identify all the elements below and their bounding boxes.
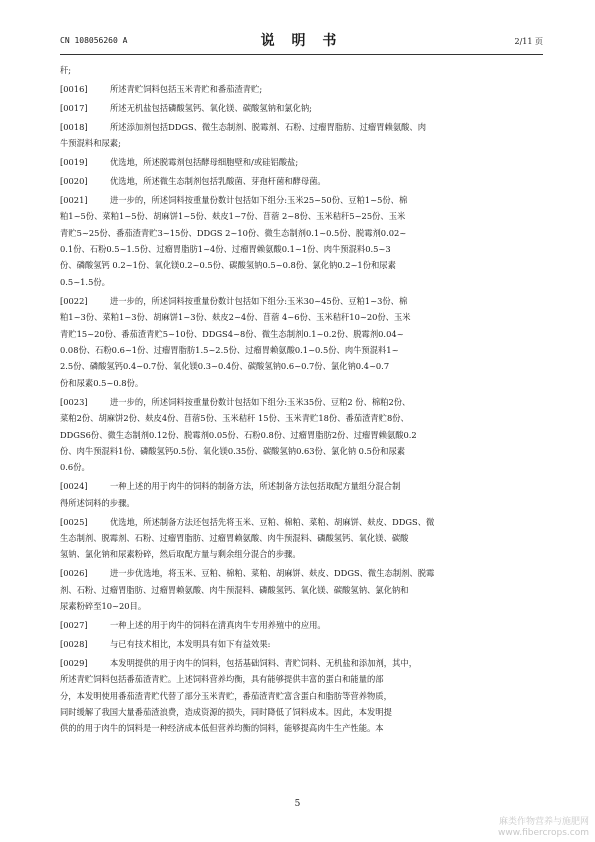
paragraph [60, 192, 543, 290]
paragraph-first-line [60, 119, 543, 135]
watermark-title: 麻类作物营养与施肥网 [498, 817, 589, 827]
paragraph-text: 进一步优选地，将玉米、豆粕、棉粕、菜粕、胡麻饼、麸皮、DDGS、微生态制剂、脱霉 [110, 568, 435, 579]
paragraph-text: 优选地，所述微生态制剂包括乳酸菌、芽孢杆菌和酵母菌。 [110, 175, 326, 186]
paragraph [60, 655, 543, 737]
paragraph-line: 0.6份。 [60, 462, 90, 473]
paragraph-line: 0.08份、石粉0.6~1份、过瘤胃脂肪1.5~2.5份、过瘤胃赖氨酸0.1~0.5份、肉牛预混料1~ [60, 345, 399, 355]
paragraph [60, 293, 543, 391]
patent-number: CN 108056260 A [60, 36, 128, 45]
paragraph-text: 所述无机盐包括磷酸氢钙、氧化镁、碳酸氢钠和氯化钠; [110, 102, 312, 113]
paragraph-line: 生态制剂、脱霉剂、石粉、过瘤胃脂肪、过瘤胃赖氨酸、肉牛预混料、磷酸氢钙、氧化镁、碳酸 [60, 532, 409, 543]
paragraph-text: 本发明提供的用于肉牛的饲料，包括基础饲料、青贮饲料、无机盐和添加剂，其中， [110, 657, 417, 668]
paragraph-number: [0029] [60, 657, 88, 668]
paragraph-line: 尿素粉碎至10~20目。 [60, 601, 147, 612]
paragraph-number: [0021] [60, 194, 88, 205]
paragraph-text: 进一步的，所述饲料按重量份数计包括如下组分:玉米25~50份、豆粕1~5份、棉 [110, 194, 408, 205]
paragraph-line: 同时缓解了我国大量番茄渣浪费，造成资源的损失，同时降低了饲料成本。因此，本发明提 [60, 707, 392, 718]
paragraph-number: [0017] [60, 102, 88, 113]
paragraph-first-line [60, 81, 543, 97]
paragraph-line: 分，本发明使用番茄渣青贮代替了部分玉米青贮，番茄渣青贮富含蛋白和脂肪等营养物质， [60, 690, 392, 701]
paragraph [60, 81, 543, 97]
paragraph-line: DDGS6份、微生态制剂0.12份、脱霉剂0.05份、石粉0.8份、过瘤胃脂肪2份、过瘤胃赖氨酸0.2 [60, 429, 417, 440]
paragraph-line: 牛预混料和尿素; [60, 138, 121, 149]
paragraph-number: [0019] [60, 157, 88, 168]
paragraph-first-line [60, 565, 543, 581]
paragraph [60, 394, 543, 476]
paragraph-first-line [60, 636, 543, 652]
paragraph-text: 优选地，所述脱霉剂包括酵母细胞壁和/或硅铝酸盐; [110, 157, 299, 168]
paragraph [60, 565, 543, 614]
paragraph-number: [0020] [60, 175, 88, 186]
paragraph-first-line [60, 100, 543, 116]
paragraph-line: 青贮15~20份、番茄渣青贮5~10份、DDGS4~8份、微生态制剂0.1~0.2份、脱霉剂0.04~ [60, 328, 404, 339]
paragraph-line: 剂、石粉、过瘤胃脂肪、过瘤胃赖氨酸、肉牛预混料、磷酸氢钙、氧化镁、碳酸氢钠、氯化钠和 [60, 584, 409, 595]
paragraph-line: 粕1~5份、菜粕1~5份、胡麻饼1~5份、麸皮1~7份、苜蓿 2~8份、玉米秸秆5~25份、玉米 [60, 211, 406, 222]
paragraph-number: [0023] [60, 396, 88, 407]
paragraph [60, 478, 543, 511]
paragraph-text: 优选地，所述制备方法还包括先将玉米、豆粕、棉粕、菜粕、胡麻饼、麸皮、DDGS、微 [110, 516, 435, 527]
continuation-line: 秆; [60, 65, 72, 75]
paragraph [60, 119, 543, 152]
paragraph-line: 份、肉牛预混料1份、磷酸氢钙0.5份、氧化镁0.35份、碳酸氢钠0.63份、氯化钠 0.5份和尿素 [60, 445, 406, 456]
paragraph-text: 所述添加剂包括DDGS、微生态制剂、脱霉剂、石粉、过瘤胃脂肪、过瘤胃赖氨酸、肉 [110, 121, 427, 132]
paragraph [60, 100, 543, 116]
paragraph [60, 636, 543, 652]
paragraph-text: 一种上述的用于肉牛的饲料的制备方法，所述制备方法包括取配方量组分混合制 [110, 481, 401, 492]
paragraph-first-line [60, 173, 543, 189]
page-header [60, 30, 543, 55]
paragraph-text: 与已有技术相比，本发明具有如下有益效果: [110, 638, 271, 649]
watermark-url: www.fibercrops.com [498, 828, 589, 838]
paragraph-number: [0018] [60, 121, 88, 132]
paragraph-first-line [60, 394, 543, 410]
paragraph-line: 0.1份、石粉0.5~1.5份、过瘤胃脂肪1~4份、过瘤胃赖氨酸0.1~1份、肉牛预混料0.5~3 [60, 244, 391, 255]
paragraph-line: 0.5~1.5份。 [60, 276, 110, 287]
paragraph-line: 氢钠、氯化钠和尿素粉碎，然后取配方量与剩余组分混合的步骤。 [60, 549, 301, 560]
paragraph-number: [0027] [60, 620, 88, 630]
paragraph-number: [0026] [60, 568, 88, 579]
paragraph-number: [0024] [60, 481, 88, 492]
document-title: 说 明 书 [260, 33, 343, 49]
paragraph-line: 份、磷酸氢钙 0.2~1份、氧化镁0.2~0.5份、碳酸氢钠0.5~0.8份、氯化钠0.2~1份和尿素 [60, 260, 396, 271]
page-count: 2/11 页 [514, 37, 543, 46]
site-watermark [498, 817, 589, 839]
paragraph-first-line [60, 478, 543, 494]
paragraph-text: 所述青贮饲料包括玉米青贮和番茄渣青贮; [110, 83, 263, 94]
paragraph [60, 617, 543, 633]
paragraph [60, 154, 543, 170]
paragraph-number: [0028] [60, 638, 88, 649]
paragraph-line: 粕1~3份、菜粕1~3份、胡麻饼1~3份、麸皮2~4份、苜蓿 4~6份、玉米秸秆10~20份、玉米 [60, 312, 411, 323]
paragraph-number: [0016] [60, 83, 88, 94]
paragraph-line: 2.5份、磷酸氢钙0.4~0.7份、氧化镁0.3~0.4份、碳酸氢钠0.6~0.7份、氯化钠0.4~0.7 [60, 361, 390, 372]
paragraph-number: [0022] [60, 295, 88, 306]
paragraph-line: 得所述饲料的步骤。 [60, 497, 135, 508]
paragraph-line: 青贮5~25份、番茄渣青贮3~15份、DDGS 2~10份、微生态制剂0.1~0.5份、脱霉剂0.02~ [60, 227, 407, 238]
page-number: 5 [294, 799, 301, 809]
paragraph-first-line [60, 655, 543, 671]
paragraph-line: 供的的用于肉牛的饲料是一种经济成本低但营养均衡的饲料，能够提高肉牛生产性能。本 [60, 723, 384, 734]
paragraph [60, 173, 543, 189]
paragraph-text: 进一步的，所述饲料按重量份数计包括如下组分:玉米30~45份、豆粕1~3份、棉 [110, 295, 408, 306]
paragraph-first-line [60, 293, 543, 309]
paragraph-line: 份和尿素0.5~0.8份。 [60, 377, 144, 388]
paragraph-first-line [60, 192, 543, 208]
paragraph-text: 一种上述的用于肉牛的饲料在清真肉牛专用养殖中的应用。 [110, 620, 326, 630]
description-body [60, 62, 543, 737]
paragraph-line: 所述青贮饲料包括番茄渣青贮。上述饲料营养均衡，具有能够提供丰富的蛋白和能量的部 [60, 674, 384, 685]
paragraph-number: [0025] [60, 516, 88, 527]
paragraph-first-line [60, 617, 543, 633]
paragraph-text: 进一步的，所述饲料按重量份数计包括如下组分:玉米35份、豆粕2 份、棉粕2份、 [110, 396, 411, 407]
paragraph-line: 菜粕2份、胡麻饼2份、麸皮4份、苜蓿5份、玉米秸秆 15份、玉米青贮18份、番茄渣青贮8份、 [60, 413, 409, 424]
paragraph-first-line [60, 154, 543, 170]
paragraph-first-line [60, 514, 543, 530]
paragraph [60, 514, 543, 563]
